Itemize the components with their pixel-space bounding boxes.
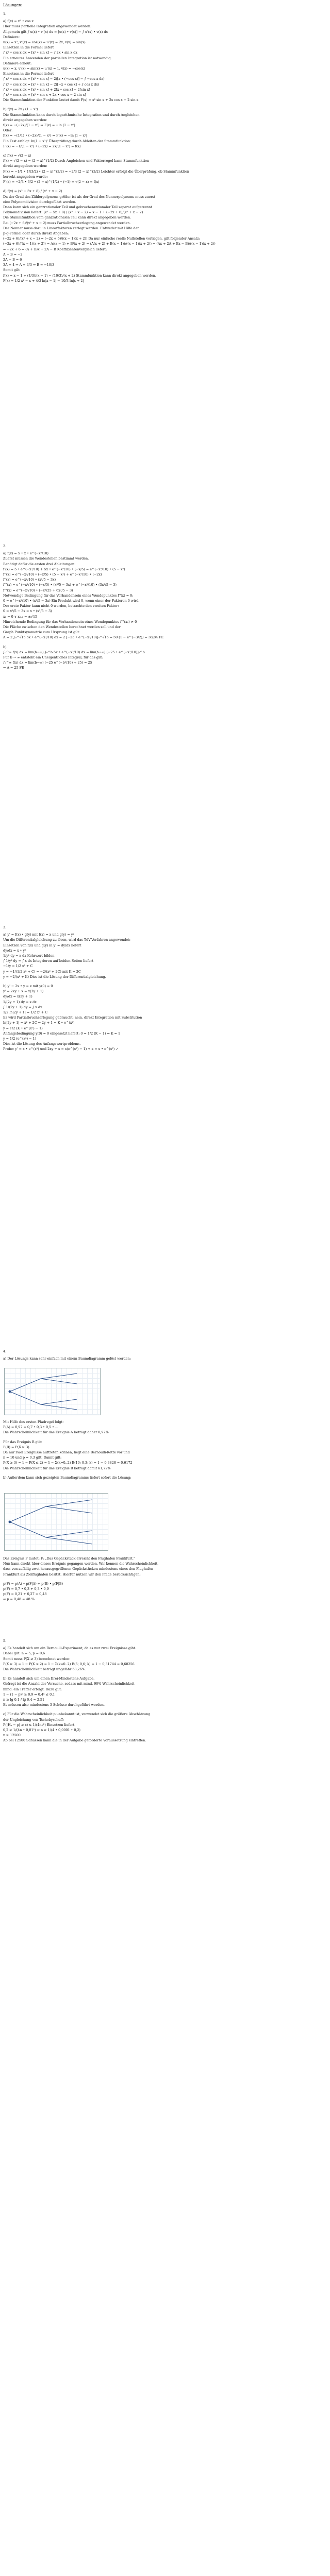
solution-line: Dies ist die Lösung des Anfangswertproblems.	[3, 1042, 81, 1046]
solution-line: 1/(2y + 1) dy = x dx	[3, 999, 37, 1004]
solution-line: f(x) = −(−2x)/(1 − x²) ⇒ F(x) = −ln |1 − x²|	[3, 123, 75, 128]
solution-line: d) f(x) = (x³ − 5x + 8) / (x² + x − 2)	[3, 189, 62, 194]
solution-line: Einsetzen von f(x) und g(y) in y' = dy/dx liefert	[3, 943, 81, 947]
solution-line: F'(x) = −1/(1 − x²) • (−2x) = 2x/(1 − x²) = f(x)	[3, 144, 81, 148]
solution-line: f'''(x) = e^(−x²/10) • (−x/5) • (x³/5 − 3x) + e^(−x²/10) • (3x²/5 − 3)	[3, 583, 117, 587]
solution-line: ∫ x² • cos x dx = [x² • sin x] + 2[x • cos x] − 2[sin x]	[3, 87, 90, 92]
solution-line: 0,2 ≥ 1/(4n • 0,01²) ⇒ n ≥ 1/(4 • 0,0001 • 0,2)	[3, 1728, 81, 1733]
solution-line: a) Der Lösungs kann sehr einfach mit einem Baumdiagramm gelöst werden:	[3, 1357, 131, 1361]
tree-diagram-a	[4, 1368, 101, 1415]
solution-line: Anfangsbedingung y(0) = 0 eingesetzt liefert: 0 = 1/2 (K − 1) ⇒ K = 1	[3, 1031, 121, 1036]
solution-line: 1 − (1 − p)ⁿ ≥ 0,9 ⇒ 0,4ⁿ ≤ 0,1	[3, 1692, 55, 1697]
solution-line: Ab bei 12500 Schüssen kann die in der Aufgabe geforderte Voraussetzung eintreffen.	[3, 1738, 146, 1743]
solution-line: F(x) = −1/1 • 1/(3/2) • (2 − x)^(3/2) = −2/3 (2 − x)^(3/2) Leichter erfolgt die Überprüfung, ob Stammfunktion	[3, 169, 189, 174]
solution-line: ∫ x² • cos x dx = [x² • sin x] − 2([−x • cos x] + ∫ cos x dx)	[3, 82, 100, 87]
solution-line: Probe: y' = x • e^(x²) und 2xy + x = x(e^(x²) − 1) + x = x • e^(x²) ✓	[3, 1047, 119, 1052]
solution-section-1	[3, 11, 323, 283]
solution-line: b) f(x) = 2x / (1 − x²)	[3, 107, 38, 112]
solution-line: A + B = −2	[3, 252, 23, 257]
solution-line: y = 1/2 (e^(x²) − 1)	[3, 1037, 37, 1041]
solution-line: p(F) = 0,7 • 0,3 + 0,3 • 0,9	[3, 1587, 49, 1591]
section-number: 3.	[3, 925, 7, 929]
solution-line: n ≥ lg 0,1 / lg 0,4 ≈ 2,51	[3, 1698, 45, 1702]
solution-line: a) y' = f(x) • g(y) mit f(x) = x und g(y) = y²	[3, 933, 74, 937]
solution-line: Definiere erneut:	[3, 61, 32, 65]
solution-line: Der erste Faktor kann nicht 0 werden, betrachte den zweiten Faktor:	[3, 604, 119, 608]
solution-line: f'(x) = 5 • e^(−x²/10) + 5x • e^(−x²/10) • (−x/5) = e^(−x²/10) • (5 − x²)	[3, 567, 125, 571]
solution-line: Einsetzen in die Formel liefert	[3, 72, 54, 76]
solution-line: korrekt angegeben wurde:	[3, 174, 48, 179]
tree-diagram-a-drawing	[5, 1368, 100, 1415]
solution-line: ⇒ p = 0,48 ≈ 48 %	[3, 1597, 35, 1602]
solution-line	[3, 979, 323, 984]
solution-line: u(x) = x, v'(x) = sin(x) ⇒ u'(x) = 1, v(x) = −cos(x)	[3, 66, 85, 71]
solution-line: x₁ = 0 ∨ x₂,₃ = ±√15	[3, 614, 38, 619]
solution-line: Hinreichende Bedingung für das Vorhandensein eines Wendepunktes f'''(x₀) ≠ 0	[3, 619, 137, 624]
solution-line: ∫ 1/(2y + 1) dy = ∫ x dx	[3, 1005, 42, 1009]
solution-line: Bei (−2x + 6)/(x² + x − 2) muss Partialbruchzerlegung angewendet werden.	[3, 221, 131, 225]
solution-line: f''(x) = e^(−x²/10) • (x³/5 − 3x)	[3, 578, 56, 582]
solution-line: b)	[3, 645, 7, 649]
solution-line	[3, 1471, 323, 1475]
solution-line: dass von zufällig zwei herausgegriffenen Gepäckstücken mindestens eines den Flughafen	[3, 1567, 153, 1571]
solution-line: Oder:	[3, 128, 13, 133]
solution-line: Somit muss P(X ≥ 3) berechnet werden:	[3, 1656, 71, 1661]
solution-line: Definiere:	[3, 35, 20, 39]
solution-line: dy/dx = x(2y + 1)	[3, 994, 32, 999]
solution-line: 2A − B = 6	[3, 257, 22, 262]
section-number: 5.	[3, 1639, 7, 1643]
solution-line: direkt angegeben werden:	[3, 117, 47, 122]
solution-line: Mit Hilfe des ersten Pfadregel folgt:	[3, 1420, 64, 1424]
solution-line: Somit gilt:	[3, 268, 21, 273]
solution-line: ∫ x² • cos x dx = [x² • sin x] − 2([x • (−cos x)] − ∫ −cos x dx)	[3, 77, 105, 81]
solution-line: Die Stammfunktion der Funktion lautet damit F(x) = x² sin x + 2x cos x − 2 sin x	[3, 98, 139, 103]
section-number: 2.	[3, 544, 7, 548]
solution-line: f''(x) = e^(−x²/10) • (−x/5) • (5 − x²) + e^(−x²/10) • (−2x)	[3, 572, 102, 577]
solution-line	[3, 103, 323, 107]
solution-line: Es wird Partialbruchzerlegung gebraucht: nein, direkt Integration mit Substitution	[3, 1015, 142, 1020]
solution-line: Es müssen also mindestens 3 Schüsse durchgeführt werden.	[3, 1703, 105, 1707]
solution-line: y = −1/(1/2 x² + C) = −2/(x² + 2C) mit K = 2C	[3, 969, 81, 974]
solution-line: Die Wahrscheinlichkeit beträgt ungefähr 68,26%.	[3, 1667, 86, 1672]
solution-line: eine Polynomdivision durchgeführt werden.	[3, 199, 76, 204]
solution-line: b) Außerdem kann sich gezeigten Baumdiagramms liefert sofort die Lösung:	[3, 1475, 131, 1480]
tree-diagram-b	[4, 1493, 108, 1551]
solution-line: Die Wahrscheinlichkeit für das Ereignis B beträgt damit 61,72%	[3, 1466, 111, 1470]
solution-line: −1/y = 1/2 x² + C	[3, 964, 33, 969]
solution-line: n ≥ 12500	[3, 1733, 21, 1738]
solution-line	[3, 1672, 323, 1676]
solution-line: c) Für die Wahrscheinlichkeit p unbekannt ist, verwendet sich die größere Abschätzung	[3, 1712, 151, 1717]
solution-line: P(B) = P(X ≥ 3)	[3, 1445, 29, 1449]
solution-line: p(F) = 0,21 + 0,27 = 0,48	[3, 1592, 47, 1597]
solution-line: ⇒ A = 25 FE	[3, 666, 24, 670]
solution-line: ⇒ −2x + 6 = (A + B)x + 2A − B Koeffizientenvergleich liefert:	[3, 247, 107, 251]
solution-section-4	[3, 1349, 323, 1361]
solution-section-4-cont	[3, 1419, 323, 1480]
solution-line: y = −2/(x² + K) Dies ist die Lösung der Differentialgleichung.	[3, 974, 106, 979]
solution-line: 1/y² dy = x dx Kehrwert bilden	[3, 954, 55, 958]
solution-line: ln|2y + 1| = x² + 2C ⇒ 2y + 1 = K • e^(x²)	[3, 1021, 75, 1025]
solution-line	[3, 1707, 323, 1711]
solution-line: ∫₀^∞ f(x) dx = lim(b→∞) (−25 e^(−b²/10) + 25) = 25	[3, 660, 92, 665]
solution-line: a) f(x) = x² • cos x	[3, 19, 34, 24]
solution-line: Polynomdivision liefert: (x³ − 5x + 8) / (x² + x − 2) = x − 1 + (−2x + 6)/(x² + x − 2)	[3, 210, 143, 215]
section-number: 4.	[3, 1349, 7, 1353]
solution-line: f(x) = x − 1 + (4/3)/(x − 1) − (10/3)/(x + 2) Stammfunktion kann direkt angegeben werden.	[3, 273, 156, 278]
solution-line: Dabei gilt: n = 5, p = 0,6	[3, 1651, 45, 1656]
solution-line: 0 = e^(−x²/10) • (x³/5 − 3x) Ein Produkt wird 0, wenn einer der Faktoren 0 wird.	[3, 599, 140, 603]
solution-line: y = 1/2 (K • e^(x²) − 1)	[3, 1026, 43, 1030]
solution-line: Für b → ∞ entsteht ein Uneigentliches Integral, für das gilt:	[3, 655, 103, 660]
solution-line: (−2x + 6)/((x − 1)(x + 2)) = A/(x − 1) + B/(x + 2) = (A(x + 2) + B(x − 1))/((x − 1)(x + 2)) = (Ax + 2A + Bx − B)/((x − 1)(x + 2))	[3, 242, 216, 246]
solution-line: P(A) = 0,97 = 0,7 • 0,3 • 0,5 • ...	[3, 1425, 59, 1430]
solution-section-2	[3, 544, 323, 671]
solution-line: der Ungleichung von Tschebyscheff:	[3, 1717, 64, 1722]
solution-line: f(x) = −(1/1) • (−2x)/(1 − x²) ⇒ F(x) = −ln |1 − x²|	[3, 133, 87, 138]
solution-line: Ein erneutes Anwenden der partiellen Integration ist notwendig.	[3, 56, 112, 60]
solution-line: Da nur zwei Ereignisse auftreten können, liegt eine Bernoulli-Kette vor und	[3, 1450, 130, 1455]
solution-line: ∫ x² • cos x dx = [x² • sin x] − ∫ 2x • sin x dx	[3, 50, 77, 55]
solution-line: a) Es handelt sich um ein Bernoulli-Experiment, da es nur zwei Ereignisse gibt.	[3, 1646, 136, 1651]
solution-line: Die Wahrscheinlichkeit für das Ereignis A beträgt daher 0,97%	[3, 1430, 109, 1435]
solution-line: F'(x) = −2/3 • 3/2 • (2 − x)^(1/2) • (−1) = √(2 − x) = f(x)	[3, 180, 100, 184]
solution-line: Einsetzen in die Formel liefert	[3, 45, 54, 50]
solution-line: b) y' − 2x • y = x mit y(0) = 0	[3, 984, 53, 989]
solution-line: n = 10 und p = 0,3 gilt. Damit gilt:	[3, 1455, 62, 1460]
solution-line: Gefragt ist die Anzahl der Versuche, sodass mit mind. 90% Wahrscheinlichkeit	[3, 1682, 135, 1686]
solution-line: p(F) = p(A) • p(F|A) + p(B) • p(F|B)	[3, 1581, 63, 1586]
document-header: Lösungen:	[3, 3, 22, 7]
solution-line: y' = 2xy + x = x(2y + 1)	[3, 989, 44, 994]
solution-line: Zuerst müssen die Wendestellen bestimmt werden.	[3, 556, 89, 561]
solution-line: Um die Differentialgleichung zu lösen, wird das TdV-Verfahren angewendet:	[3, 938, 130, 942]
solution-line: a) f(x) = 5 • x • e^(−x²/10)	[3, 551, 48, 556]
solution-line: A = 2 ∫₀^√15 5x • e^(−x²/10) dx = 2 [−25 • e^(−x²/10)]₀^√15 = 50 (1 − e^(−3/2)) ≈ 38,84 FE	[3, 635, 164, 640]
solution-line: F(x) = 1/2 x² − x + 4/3 ln|x − 1| − 10/3 ln|x + 2|	[3, 278, 84, 283]
solution-line: Nun kann direkt über dieses Ereignis gegangen werden. Wir kennen die Wahrscheinlichkeit,	[3, 1562, 159, 1566]
solution-line	[3, 149, 323, 153]
solution-line: u(x) = x², v'(x) = cos(x) ⇒ u'(x) = 2x, v(x) = sin(x)	[3, 40, 86, 45]
solution-line: 1/2 ln|2y + 1| = 1/2 x² + C	[3, 1010, 48, 1015]
solution-line	[3, 1577, 323, 1581]
solution-line: ∫ 1/y² dy = ∫ x dx Integrieren auf beiden Seiten liefert	[3, 959, 94, 963]
solution-line: Hier muss partielle Integration angewendet werden.	[3, 24, 92, 29]
solution-line: Allgemein gilt ∫ u(x) • v'(x) dx = [u(x) • v(x)] − ∫ u'(x) • v(x) dx	[3, 29, 108, 34]
solution-line: Dann kann sich ein ganzrationaler Teil und gebrochenrationaler Teil separat aufgetrennt	[3, 205, 152, 209]
solution-line: Graph Punktsymmetrie zum Ursprung ist gilt:	[3, 630, 80, 635]
solution-line: dy/dx = x • y²	[3, 948, 26, 953]
solution-line: c) f(x) = √(2 − x)	[3, 154, 31, 158]
solution-line	[3, 1435, 323, 1439]
solution-line: (−2x + 6)/(x² + x − 2) = (−2x + 6)/((x − 1)(x + 2)) Da nur einfache reelle Nullstellen vorliegen, gilt folgender Ansatz:	[3, 236, 200, 241]
solution-line: Der Nenner muss dazu in Linearfaktoren zerlegt werden. Entweder mit Hilfe der	[3, 226, 139, 230]
solution-line: p-q-Formel oder durch direkt Angeben:	[3, 231, 69, 235]
solution-line: Benötigt dafür die ersten drei Ableitungen:	[3, 562, 76, 566]
solution-line: Ein Test erfolgt: ln(1 − x²)' Überprüfung durch Ableiten der Stammfunktion:	[3, 139, 131, 143]
solution-line: Die Stammfunktion kann durch logarithmische Integration und durch Angleichen	[3, 112, 140, 117]
solution-line: Notwendige Bedingung für das Vorhandensein eines Wendepunktes f''(x) = 0:	[3, 593, 134, 598]
solution-line	[3, 640, 323, 645]
solution-line: mind. ein Treffer erfolgt. Dazu gilt:	[3, 1687, 62, 1691]
solution-line: direkt angegeben werden:	[3, 164, 47, 168]
solution-line: b) Es handelt sich um einen Drei-Mindestens-Aufgabe.	[3, 1676, 95, 1681]
solution-line: 3A = 4 ⇒ A = 4/3 ⇒ B = −10/3	[3, 263, 55, 267]
solution-line: ∫ x² • cos x dx = [x² • sin x + 2x • cos x − 2 sin x]	[3, 93, 86, 97]
solution-section-5	[3, 1638, 323, 1743]
solution-line: P(|Hₙ − p| ≥ ε) ≤ 1/(4nε²) Einsetzen liefert	[3, 1722, 75, 1727]
solution-line: Für das Ereignis B gilt:	[3, 1439, 42, 1444]
solution-line: ∫₀^∞ f(x) dx = lim(b→∞) ∫₀^b 5x • e^(−x²/10) dx = lim(b→∞) [−25 • e^(−x²/10)]₀^b	[3, 650, 145, 654]
solution-line: 0 = x³/5 − 3x = x • (x²/5 − 3)	[3, 609, 52, 614]
solution-section-4-b	[3, 1556, 323, 1602]
solution-line: P(X ≥ 3) = 1 − P(X ≤ 2) = 1 − Σ(k=0..2) B(10; 0,3; k) = 1 − 0,3828 = 0,6172	[3, 1461, 133, 1465]
solution-line: P(X ≥ 3) = 1 − P(X ≤ 2) = 1 − Σ(k=0..2) B(5; 0,6; k) = 1 − 0,31744 = 0,68256	[3, 1662, 135, 1666]
section-number: 1.	[3, 12, 7, 16]
solution-section-3	[3, 925, 323, 1052]
tree-diagram-b-drawing	[5, 1494, 108, 1550]
solution-line	[3, 184, 323, 189]
solution-line: Die Stammfunktion vom ganzrationalen Teil kann direkt angegeben werden.	[3, 215, 131, 220]
solution-line: Die Fläche zwischen den Wendestellen berechnet werden soll und der	[3, 625, 121, 630]
solution-line: Frankfurt als Zielflughafen besitzt. Hierfür nutzen wir den Pfade berücksichtigen:	[3, 1572, 141, 1577]
solution-line: Das Ereignis F lautet: F: „Das Gepäckstück erreicht den Flughafen Frankfurt.“	[3, 1556, 136, 1561]
solution-line: Da der Grad des Zählerpolynoms größer ist als der Grad des Nennerpolynoms muss zuerst	[3, 194, 156, 199]
solution-line: f(x) = √(2 − x) = (2 − x)^(1/2) Durch Angleichen und Faktorregel kann Stammfunktion	[3, 159, 150, 163]
solution-line: f'''(x) = e^(−x²/10) • (−x⁴/25 + 6x²/5 − 3)	[3, 588, 73, 592]
